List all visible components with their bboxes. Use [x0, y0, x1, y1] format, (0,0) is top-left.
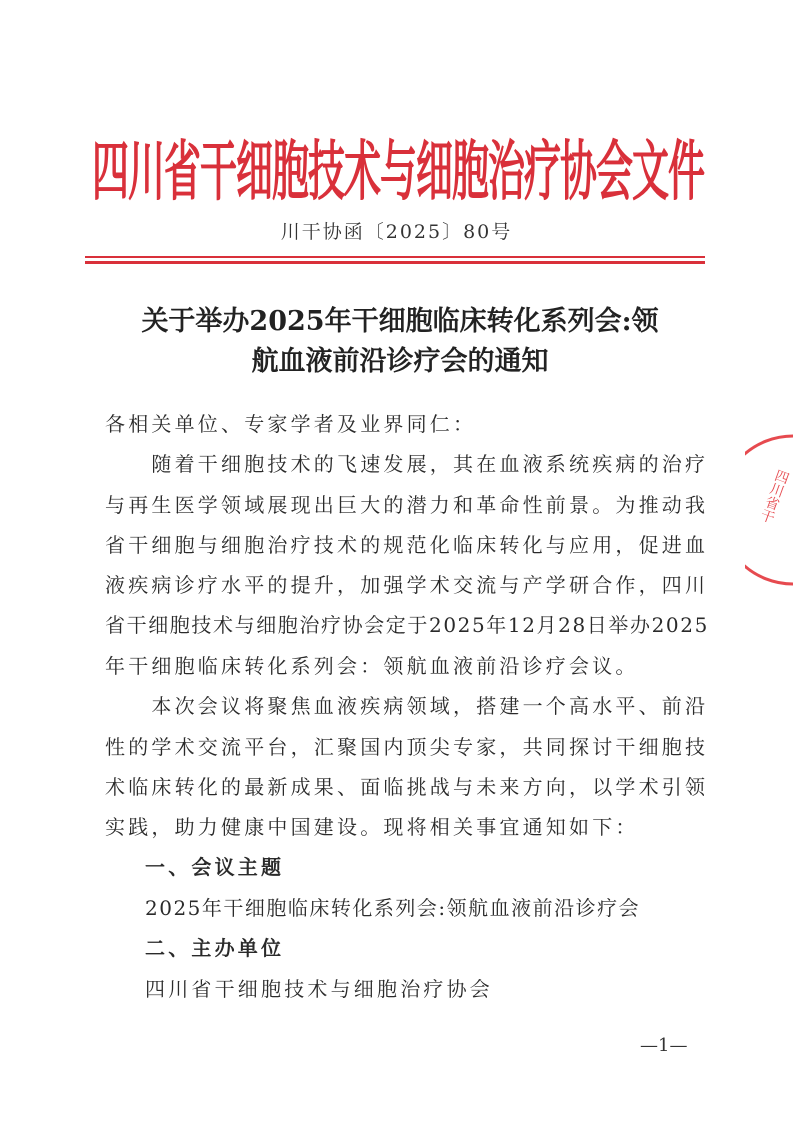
- notice-title: [90, 302, 710, 382]
- notice-title-line2: 航血液前沿诊疗会的通知: [251, 346, 549, 377]
- body-line: 年干细胞临床转化系列会：领航血液前沿诊疗会议。: [105, 654, 639, 678]
- body-line: 随着干细胞技术的飞速发展，其在血液系统疾病的治疗: [105, 452, 709, 476]
- body-line: 术临床转化的最新成果、面临挑战与未来方向，以学术引领: [105, 775, 709, 799]
- body-line: 省干细胞技术与细胞治疗协会定于2025年12月28日举办2025: [105, 613, 709, 637]
- notice-title-line1: 关于举办2025年干细胞临床转化系列会:领: [141, 306, 659, 337]
- document-header-title: 四川省干细胞技术与细胞治疗协会文件: [92, 133, 704, 209]
- page-number: —1—: [640, 1035, 688, 1056]
- body-line: 与再生医学领域展现出巨大的潜力和革命性前景。为推动我: [105, 493, 709, 517]
- section-heading-organizer: 二、主办单位: [145, 936, 285, 960]
- official-seal-text: 四川省干: [756, 466, 792, 526]
- body-line: 性的学术交流平台，汇聚国内顶尖专家，共同探讨干细胞技: [105, 735, 709, 759]
- body-line: 本次会议将聚焦血液疾病领域，搭建一个高水平、前沿: [105, 694, 709, 718]
- section-text-organizer: 四川省干细胞技术与细胞治疗协会: [145, 977, 493, 1001]
- body-line: 实践，助力健康中国建设。现将相关事宜通知如下：: [105, 815, 639, 839]
- header-rule-thin: [85, 256, 705, 258]
- section-text-theme: 2025年干细胞临床转化系列会:领航血液前沿诊疗会: [145, 896, 641, 920]
- section-heading-theme: 一、会议主题: [145, 855, 285, 879]
- document-number: 川干协函〔2025〕80号: [280, 221, 513, 243]
- header-rule-thick: [85, 261, 705, 264]
- salutation: 各相关单位、专家学者及业界同仁：: [105, 412, 477, 436]
- body-line: 省干细胞与细胞治疗技术的规范化临床转化与应用，促进血: [105, 533, 709, 557]
- body-line: 液疾病诊疗水平的提升，加强学术交流与产学研合作，四川: [105, 573, 709, 597]
